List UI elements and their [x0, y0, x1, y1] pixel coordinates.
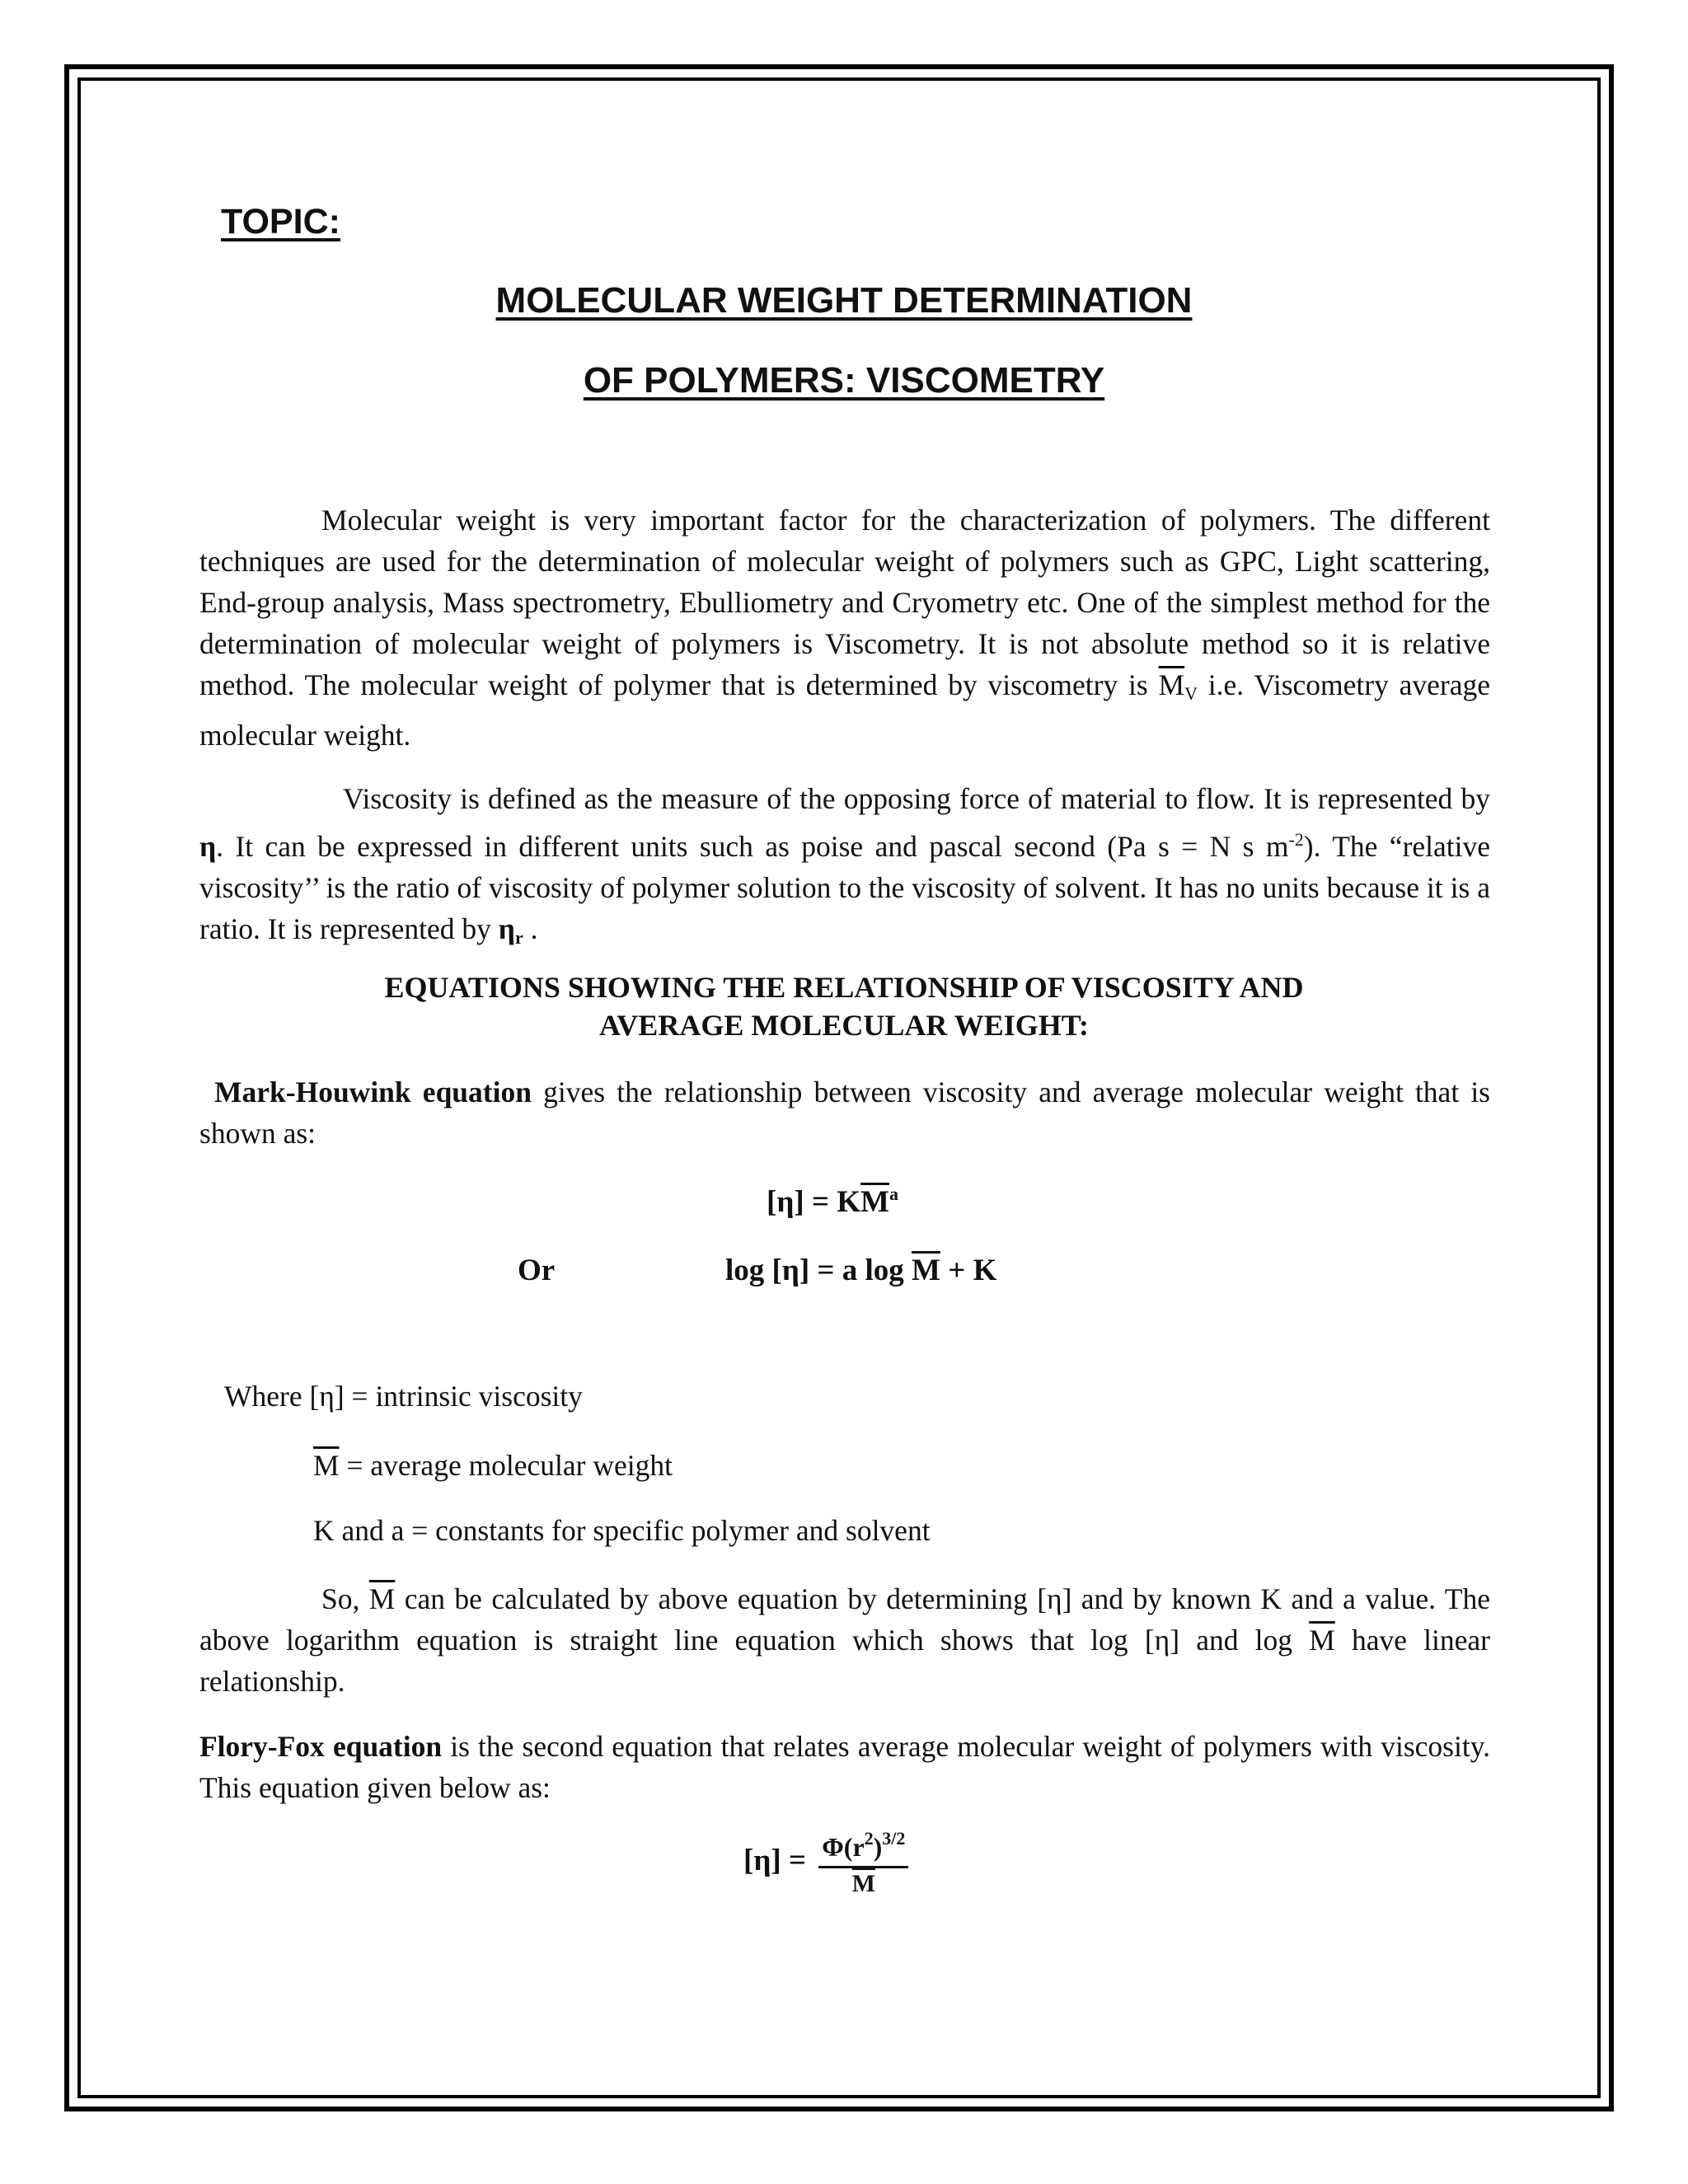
flory-fox-text: is the second equation that relates average molecular weight of polymers with viscosity. This equation given below as:	[199, 1730, 1491, 1804]
eta-symbol: η	[199, 829, 217, 863]
visc-text-b: . It can be expressed in different units such as poise and pascal second (Pa s = N s m	[216, 829, 1289, 863]
mv-subscript: V	[1184, 683, 1198, 704]
eq2-m-symbol: $\overline{M}$	[912, 1254, 940, 1287]
intro-text-a: Molecular weight is very important factor for the characterization of polymers. The different techniques are used for the determination of molecular weight of polymers such as GPC, Light scattering, End-group analysis, Mass spectrometry, Ebulliometry and Cryometry etc. One of the simplest method for the determination of molecular weight of polymers is Viscometry. It is not absolute method so it is relative method. The molecular weight of polymer that is determined by viscometry is	[199, 504, 1490, 701]
equations-heading-line-1: EQUATIONS SHOWING THE RELATIONSHIP OF VISCOSITY AND	[384, 971, 1304, 1004]
where-m-symbol: $\overline{M}$	[313, 1449, 340, 1482]
title-line-1: MOLECULAR WEIGHT DETERMINATION	[495, 280, 1193, 321]
flory-fox-equation	[743, 1828, 908, 1898]
so-text-a: So,	[321, 1582, 369, 1615]
eq1-left: [η] = K	[767, 1185, 861, 1219]
mark-houwink-text: gives the relationship between viscosity and average molecular weight that is shown as:	[199, 1076, 1490, 1150]
ff-num-sup2: 3/2	[882, 1828, 906, 1849]
eta-r-subscript: r	[514, 926, 523, 948]
ff-denominator: M	[851, 1870, 875, 1897]
ff-fraction	[818, 1828, 908, 1898]
flory-fox-paragraph	[199, 1726, 1490, 1808]
ff-num-a: Φ(r	[822, 1832, 865, 1862]
so-m-symbol-1: $\overline{M}$	[368, 1582, 396, 1615]
ff-num-sup1: 2	[864, 1828, 874, 1849]
visc-text-c: ). The “relative viscosity’’ is the ratio of viscosity of polymer solution to the viscosity of solvent. It has no units because it is a ratio. It is represented by	[199, 829, 1490, 945]
so-m-symbol-2: $\overline{M}$	[1309, 1624, 1335, 1657]
eq1-m-symbol: $\overline{M}$	[860, 1185, 889, 1219]
title-line-2: OF POLYMERS: VISCOMETRY	[583, 360, 1105, 401]
intro-paragraph	[199, 499, 1490, 756]
eta-r-symbol: η	[498, 912, 515, 945]
where-line-3: K and a = constants for specific polymer and solvent	[313, 1514, 931, 1547]
ff-num-b: )	[873, 1832, 883, 1862]
equations-heading-line-2: AVERAGE MOLECULAR WEIGHT:	[598, 1009, 1090, 1042]
ff-numerator	[818, 1828, 908, 1868]
mark-houwink-paragraph	[199, 1071, 1490, 1154]
viscosity-paragraph	[199, 778, 1490, 958]
eq2-right: + K	[940, 1254, 997, 1287]
or-label: Or	[518, 1254, 556, 1287]
where-line-2	[313, 1448, 673, 1483]
topic-label: TOPIC:	[221, 202, 340, 241]
log-equation	[725, 1253, 996, 1288]
mv-symbol: $\overline{M}$	[1158, 668, 1185, 701]
eq2-left: log [η] = a log	[725, 1254, 912, 1287]
intro-text-b: i.e. Viscometry average molecular weight.	[199, 668, 1490, 752]
flory-fox-label: Flory-Fox equation	[199, 1730, 443, 1763]
so-text-c: have linear relationship.	[199, 1624, 1490, 1698]
unit-superscript: -2	[1288, 829, 1304, 850]
equations-heading	[0, 968, 1688, 1044]
visc-text-a: Viscosity is defined as the measure of the opposing force of material to flow. It is represented by	[343, 782, 1490, 815]
mark-houwink-label: Mark-Houwink equation	[214, 1076, 532, 1108]
mark-houwink-equation	[767, 1183, 898, 1220]
so-text-b: can be calculated by above equation by determining [η] and by known K and a value. The above logarithm equation is straight line equation which shows that log [η] and log	[199, 1582, 1490, 1657]
where-line-1: Where [η] = intrinsic viscosity	[224, 1380, 583, 1413]
so-paragraph	[199, 1578, 1490, 1702]
eq1-exponent: a	[889, 1183, 898, 1204]
ff-lhs: [η] =	[743, 1843, 814, 1877]
visc-text-d: .	[523, 912, 538, 945]
where-line-2-text: = average molecular weight	[339, 1449, 673, 1482]
